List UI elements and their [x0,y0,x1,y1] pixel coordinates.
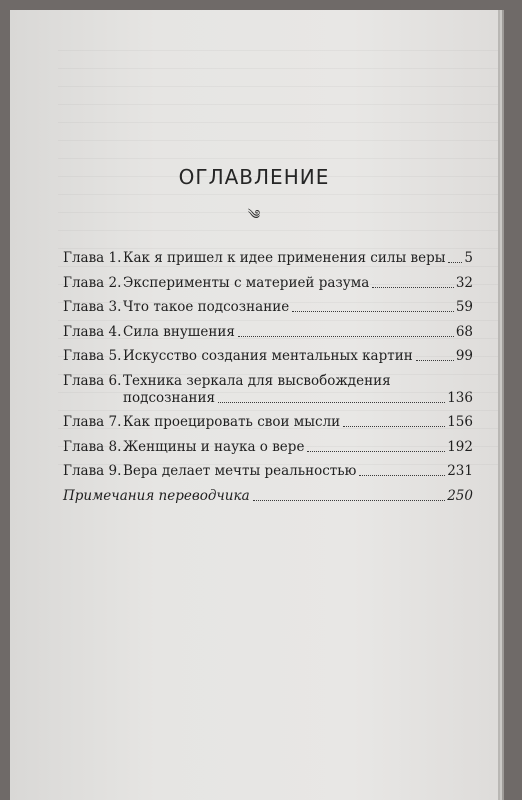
chapter-title: Как проецировать свои мысли [123,414,341,430]
chapter-page: 5 [464,250,473,266]
chapter-title: Как я пришел к идее применения силы веры [123,250,446,266]
chapter-title: Искусство создания ментальных картин [123,348,413,364]
chapter-title-line-2: подсознания [123,389,216,406]
chapter-number: Глава 8. [63,438,122,455]
toc-row-chapter-9 [63,463,473,480]
chapter-number: Глава 1. [63,250,122,266]
chapter-page: 231 [447,463,473,479]
dot-leader [416,360,454,361]
chapter-title: Эксперименты с материей разума [123,274,370,291]
chapter-page: 68 [455,323,473,340]
dot-leader [359,475,445,476]
dot-leader [448,262,462,263]
dot-leader [307,451,445,452]
chapter-page: 59 [455,299,473,315]
chapter-title-line-1: Техника зеркала для высвобождения [123,372,391,389]
ornament-icon: ༄ [247,208,261,223]
toc-row-chapter-5 [63,348,473,365]
chapter-title: Сила внушения [123,323,235,340]
chapter-number: Глава 5. [63,348,122,364]
book-page [10,10,498,800]
dot-leader [372,287,454,288]
toc-row-chapter-3 [63,299,473,316]
dot-leader [218,402,445,403]
dot-leader [253,500,446,501]
toc-row-chapter-7 [63,414,473,431]
chapter-number: Глава 7. [63,414,122,430]
chapter-title: Что такое подсознание [123,299,290,315]
chapter-number: Глава 9. [63,463,122,479]
page-title: ОГЛАВЛЕНИЕ [178,165,330,189]
toc-row-chapter-1 [63,250,473,267]
chapter-page: 192 [447,438,473,455]
dot-leader [343,426,445,427]
toc-row-chapter-4 [63,324,473,341]
chapter-number: Глава 6. [63,372,122,389]
toc-row-chapter-6 [63,373,473,407]
toc-row-chapter-8 [63,439,473,456]
chapter-page: 99 [455,348,473,364]
chapter-title: Вера делает мечты реальностью [123,463,357,479]
chapter-page: 156 [447,414,473,430]
chapter-number: Глава 4. [63,323,122,340]
chapter-page: 136 [447,389,473,406]
chapter-number: Глава 3. [63,299,122,315]
dot-leader [238,336,454,337]
table-of-contents [63,250,473,512]
chapter-number: Глава 2. [63,274,122,291]
toc-row-notes [63,488,473,505]
chapter-title: Женщины и наука о вере [123,438,305,455]
dot-leader [292,311,454,312]
chapter-page: 32 [455,274,473,291]
notes-page: 250 [447,487,473,504]
notes-title: Примечания переводчика [63,487,250,504]
toc-row-chapter-2 [63,275,473,292]
